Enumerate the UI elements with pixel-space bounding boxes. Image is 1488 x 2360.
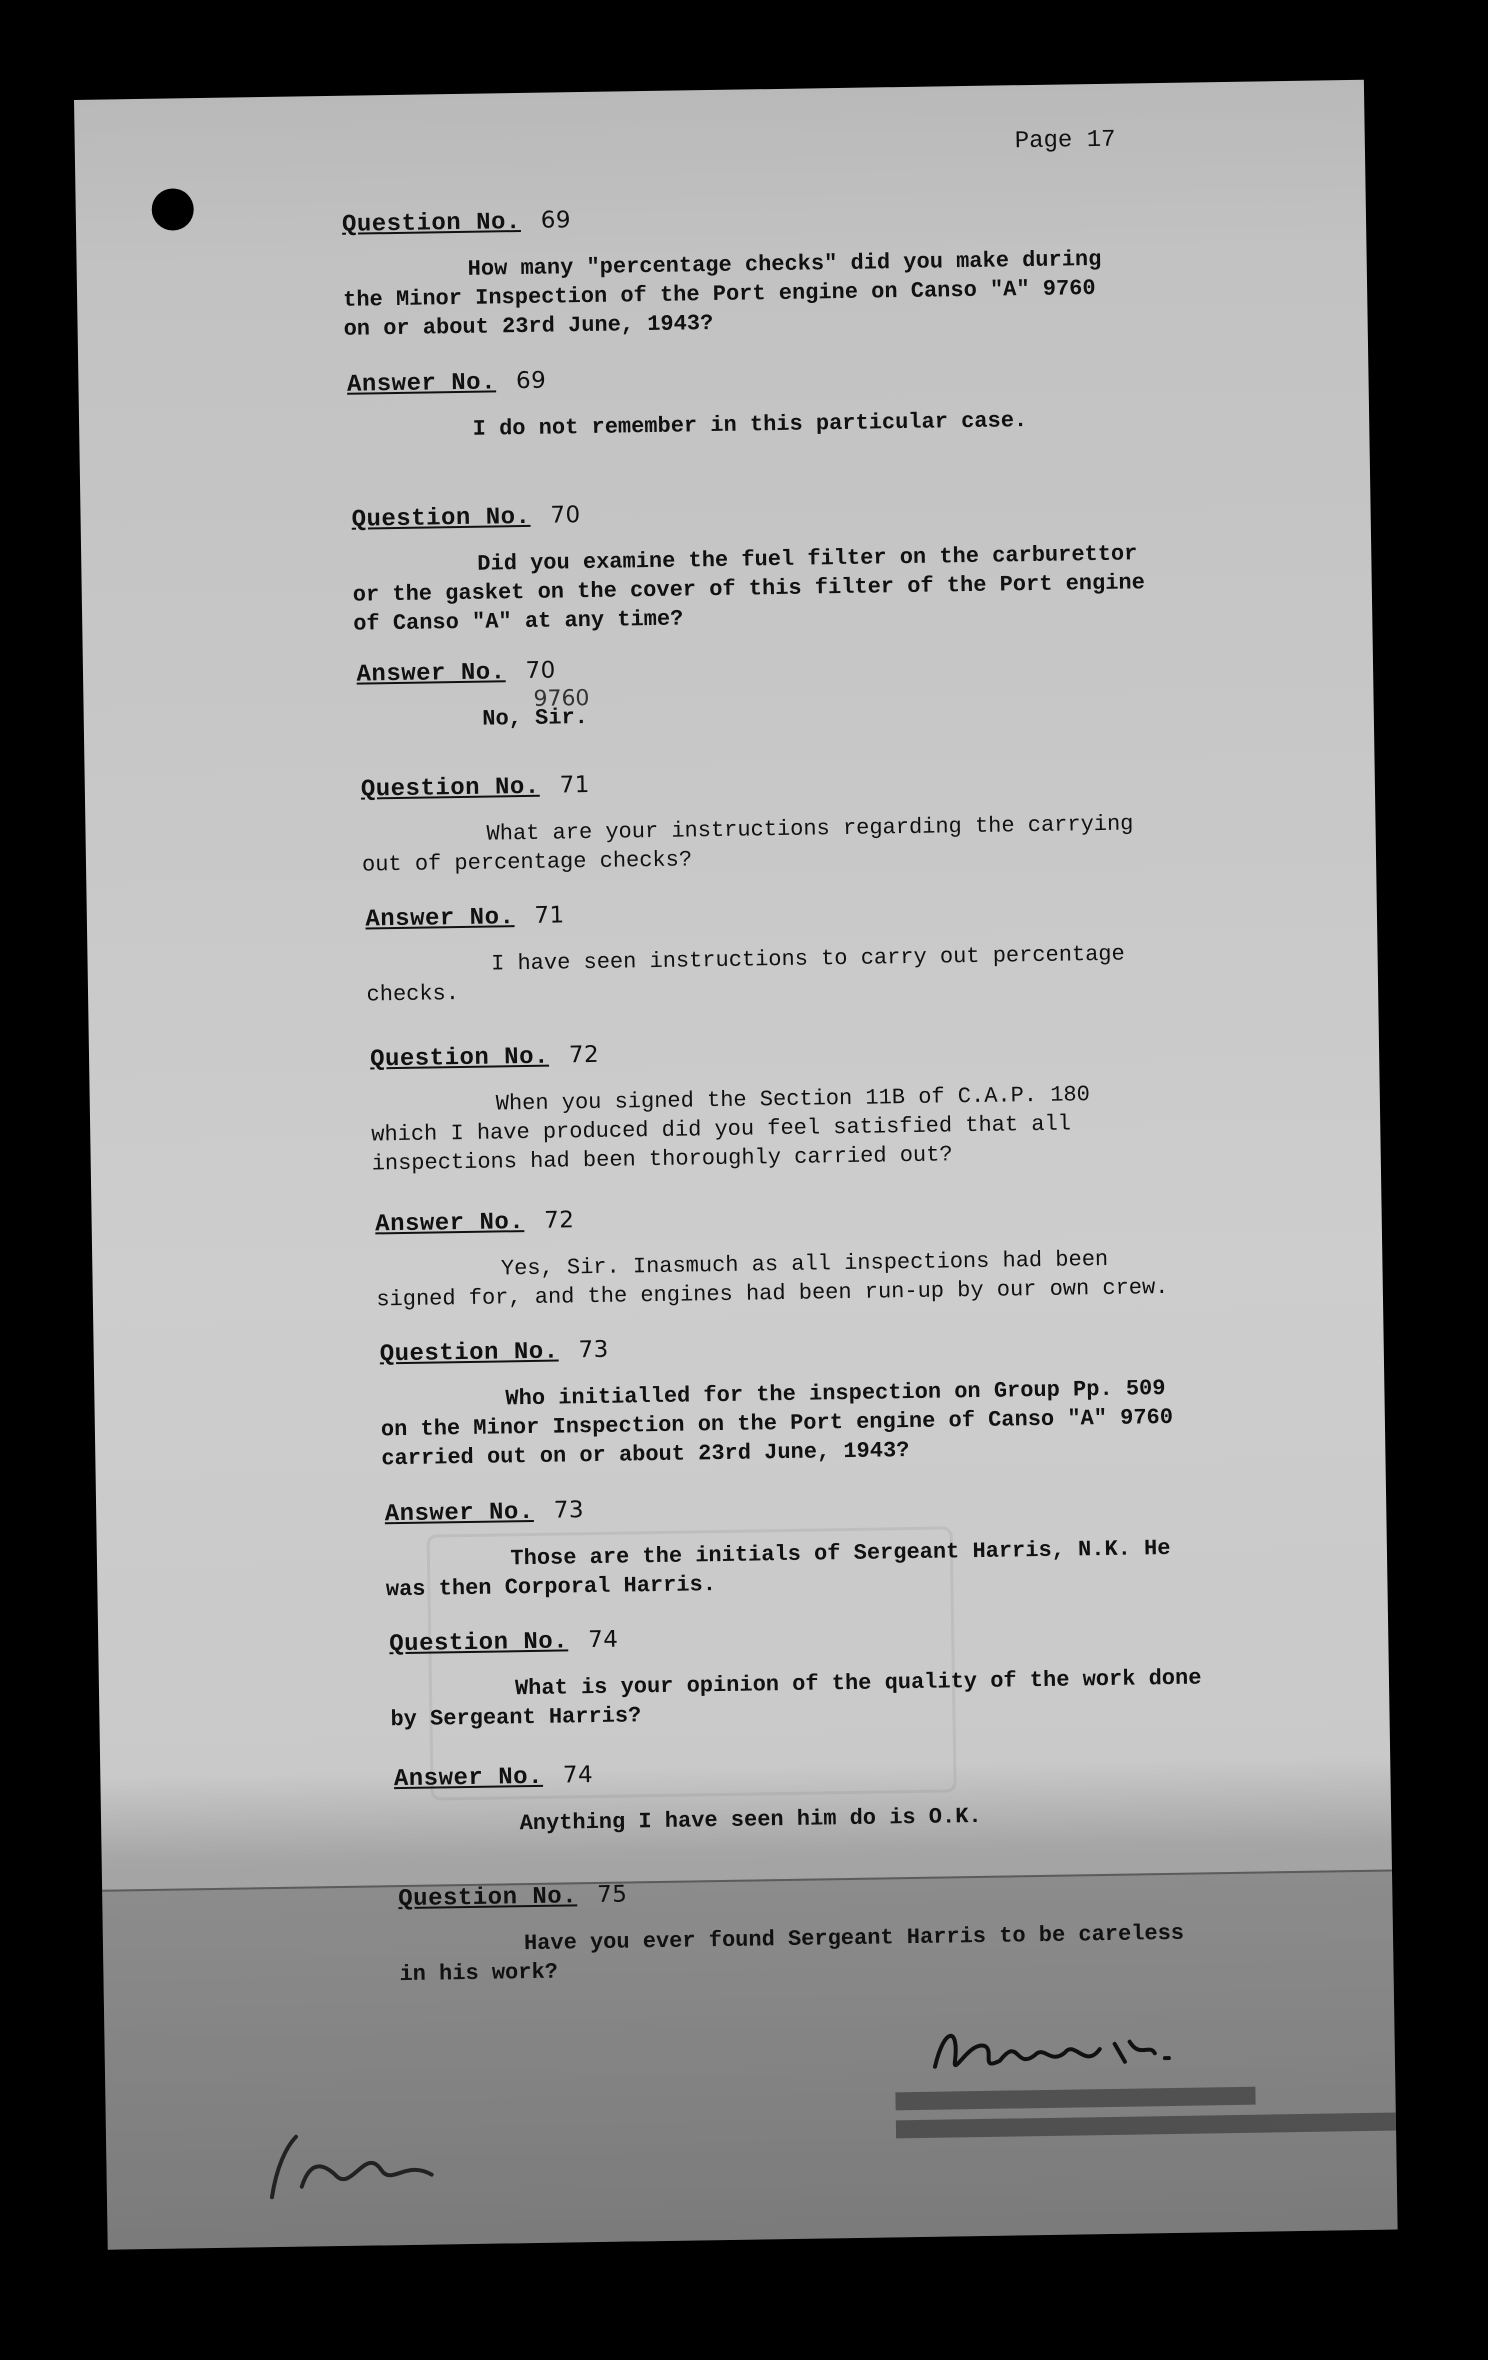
entry-number: 70 xyxy=(550,502,581,529)
answer-74 xyxy=(394,1751,1295,1840)
entry-text: I do not remember in this particular case. xyxy=(472,408,1028,442)
answer-72 xyxy=(375,1196,1277,1314)
entry-text: Anything I have seen him do is O.K. xyxy=(519,1803,982,1837)
entry-number: 75 xyxy=(596,1881,628,1909)
entry-heading xyxy=(351,492,1251,534)
entry-heading-label: Question No. xyxy=(369,1043,550,1074)
entry-text: Yes, Sir. Inasmuch as all inspections had been signed for, and the engines had been run-up by our own crew. xyxy=(376,1246,1169,1313)
question-73 xyxy=(380,1326,1282,1473)
entry-heading xyxy=(356,646,1256,688)
handwritten-initials xyxy=(256,2114,457,2207)
answer-70 xyxy=(356,646,1257,735)
question-70 xyxy=(351,492,1253,639)
answer-69 xyxy=(347,357,1248,446)
page-number: Page 17 xyxy=(1014,126,1116,156)
entry-heading-label: Answer No. xyxy=(356,659,506,689)
entry-number: 74 xyxy=(587,1626,619,1654)
entry-heading xyxy=(380,1326,1280,1368)
entry-text: No, Sir. xyxy=(482,705,589,732)
entry-heading xyxy=(385,1486,1285,1528)
entry-heading-label: Answer No. xyxy=(384,1498,534,1529)
entry-number: 73 xyxy=(578,1336,610,1364)
entry-heading-label: Question No. xyxy=(360,773,540,804)
handwritten-aircraft-number: 9760 xyxy=(533,685,590,712)
entry-number: 72 xyxy=(568,1041,600,1069)
answer-73 xyxy=(385,1486,1287,1604)
entry-heading-label: Answer No. xyxy=(365,904,515,934)
entry-heading-label: Question No. xyxy=(389,1628,569,1659)
entry-heading-label: Question No. xyxy=(379,1338,559,1369)
entry-heading-label: Answer No. xyxy=(393,1763,544,1794)
entry-heading xyxy=(347,357,1247,399)
question-69 xyxy=(342,197,1244,344)
entry-text: Did you examine the fuel filter on the carburettor or the gasket on the cover of this filter of the Port engine of Canso "A" at any time? xyxy=(352,541,1146,637)
punch-hole xyxy=(151,188,194,231)
entry-number: 69 xyxy=(515,367,547,395)
entry-number: 73 xyxy=(553,1497,585,1524)
entry-heading xyxy=(342,197,1242,239)
entry-text: How many "percentage checks" did you make during the Minor Inspection of the Port engine on Canso "A" 9760 on or about 23rd June, 1943? xyxy=(342,246,1102,342)
entry-number: 74 xyxy=(562,1762,594,1789)
entry-heading-label: Question No. xyxy=(351,503,531,534)
entry-heading xyxy=(361,761,1261,803)
entry-text: What are your instructions regarding the carrying out of percentage checks? xyxy=(361,811,1134,878)
entry-text: I have seen instructions to carry out percentage checks. xyxy=(366,941,1125,1008)
question-72 xyxy=(370,1031,1272,1178)
entry-text: When you signed the Section 11B of C.A.P. 180 which I have produced did you feel satisfied that all inspections had been thoroughly carried out? xyxy=(371,1082,1091,1177)
entry-text: What is your opinion of the quality of the work done by Sergeant Harris? xyxy=(390,1665,1202,1733)
entry-heading-label: Answer No. xyxy=(346,369,497,399)
entry-text: Those are the initials of Sergeant Harris, N.K. He was then Corporal Harris. xyxy=(385,1535,1171,1603)
entry-heading xyxy=(375,1196,1275,1238)
entry-heading-label: Question No. xyxy=(398,1883,578,1914)
document-page xyxy=(74,80,1398,2250)
question-74 xyxy=(389,1616,1291,1734)
answer-71 xyxy=(365,891,1267,1009)
entry-text: Who initialled for the inspection on Group Pp. 509 on the Minor Inspection on the Port engine of Canso "A" 9760 carried out on or about 23rd June, 1943? xyxy=(380,1376,1174,1472)
entry-number: 69 xyxy=(540,207,572,234)
entry-number: 72 xyxy=(543,1207,575,1234)
signature-caption xyxy=(895,2084,1397,2138)
entry-number: 71 xyxy=(534,902,565,929)
entry-heading xyxy=(365,891,1265,933)
entry-heading-label: Answer No. xyxy=(374,1209,525,1239)
entry-heading xyxy=(398,1871,1298,1913)
signature xyxy=(924,2012,1225,2087)
entry-number: 70 xyxy=(525,657,557,684)
entry-heading-label: Question No. xyxy=(341,208,522,239)
question-71 xyxy=(361,761,1263,879)
entry-text: Have you ever found Sergeant Harris to be careless in his work? xyxy=(399,1920,1185,1988)
question-75 xyxy=(398,1871,1300,1989)
entry-number: 71 xyxy=(559,771,591,799)
entry-heading xyxy=(370,1031,1270,1073)
